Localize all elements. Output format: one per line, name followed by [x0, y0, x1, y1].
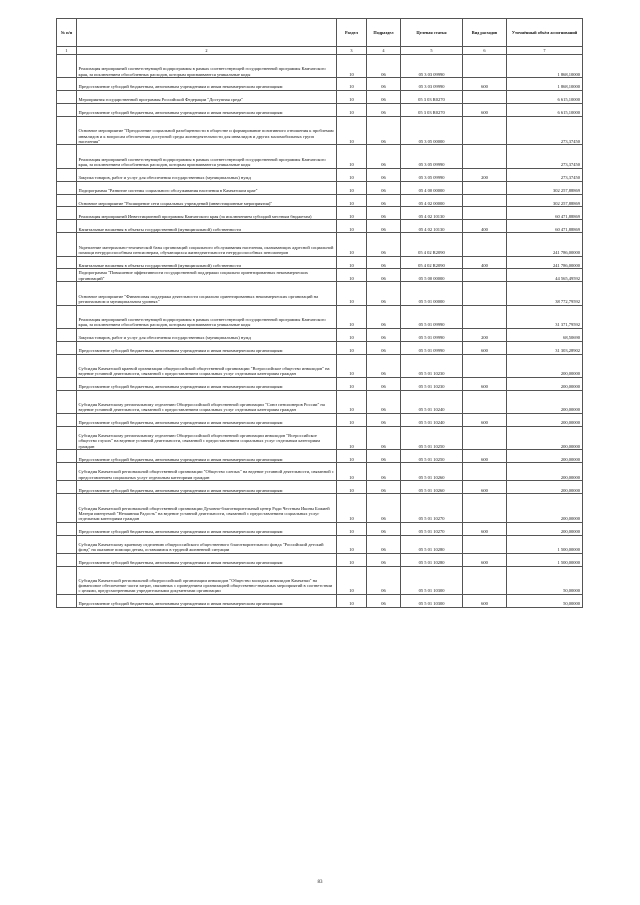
num-cell [57, 305, 77, 328]
podrazdel-cell: 06 [367, 145, 401, 168]
vr-cell [463, 535, 507, 553]
table-body [57, 55, 583, 608]
table-row [57, 414, 583, 427]
table-row [57, 233, 583, 256]
vr-cell [463, 55, 507, 78]
razdel-cell: 10 [337, 116, 367, 145]
table-row [57, 269, 583, 282]
index-cell: 7 [507, 47, 583, 55]
table-row [57, 341, 583, 354]
num-cell [57, 78, 77, 91]
num-cell [57, 207, 77, 220]
amount-cell: 50,00000 [507, 595, 583, 608]
vr-cell [463, 494, 507, 523]
vr-cell [463, 116, 507, 145]
table-row [57, 305, 583, 328]
header-vr: Вид расходов [463, 19, 507, 47]
podrazdel-cell: 06 [367, 194, 401, 207]
name-cell: Предоставление субсидий бюджетным, автономным учреждениям и иным некоммерческим организациям [77, 414, 337, 427]
vr-cell: 600 [463, 595, 507, 608]
csr-cell: 05 4 02 10130 [401, 220, 463, 233]
amount-cell: 302 257,88869 [507, 181, 583, 194]
csr-cell: 05 5 01 10260 [401, 463, 463, 481]
name-cell: Субсидия Камчатскому краевому отделению общероссийского общественного благотворительного фонда "Российский детский фонд" на оказание помощи детям, оставшимся в трудной жизненной ситуации [77, 535, 337, 553]
table-row [57, 181, 583, 194]
csr-cell: 05 5 01 10280 [401, 535, 463, 553]
table-row [57, 328, 583, 341]
name-cell: Мероприятия государственной программы Российской Федерации "Доступная среда" [77, 91, 337, 104]
name-cell: Предоставление субсидий бюджетным, автономным учреждениям и иным некоммерческим организациям [77, 341, 337, 354]
razdel-cell: 10 [337, 194, 367, 207]
vr-cell: 600 [463, 553, 507, 566]
vr-cell [463, 207, 507, 220]
header-csr: Целевая статья [401, 19, 463, 47]
table-row [57, 463, 583, 481]
name-cell: Предоставление субсидий бюджетным, автономным учреждениям и иным некоммерческим организациям [77, 522, 337, 535]
amount-cell: 200,00000 [507, 427, 583, 450]
podrazdel-cell: 06 [367, 377, 401, 390]
podrazdel-cell: 06 [367, 220, 401, 233]
index-cell: 2 [77, 47, 337, 55]
num-cell [57, 377, 77, 390]
index-cell: 3 [337, 47, 367, 55]
csr-cell: 05 5 01 10300 [401, 566, 463, 595]
csr-cell: 05 4 02 R2090 [401, 256, 463, 269]
amount-cell: 60 471,88869 [507, 220, 583, 233]
name-cell: Подпрограмма "Повышение эффективности государственной поддержки социально ориентированных некоммерческих организаций" [77, 269, 337, 282]
podrazdel-cell: 06 [367, 104, 401, 117]
amount-cell: 200,00000 [507, 450, 583, 463]
num-cell [57, 168, 77, 181]
num-cell [57, 566, 77, 595]
num-cell [57, 522, 77, 535]
num-cell [57, 194, 77, 207]
vr-cell: 600 [463, 450, 507, 463]
razdel-cell: 10 [337, 341, 367, 354]
vr-cell [463, 282, 507, 305]
podrazdel-cell: 06 [367, 522, 401, 535]
num-cell [57, 553, 77, 566]
csr-cell: 05 3 05 09990 [401, 168, 463, 181]
podrazdel-cell: 06 [367, 233, 401, 256]
name-cell: Предоставление субсидий бюджетным, автономным учреждениям и иным некоммерческим организациям [77, 595, 337, 608]
podrazdel-cell: 06 [367, 390, 401, 413]
razdel-cell: 10 [337, 566, 367, 595]
podrazdel-cell: 06 [367, 481, 401, 494]
amount-cell: 273,37450 [507, 145, 583, 168]
razdel-cell: 10 [337, 377, 367, 390]
podrazdel-cell: 06 [367, 116, 401, 145]
csr-cell: 05 3 03 09990 [401, 55, 463, 78]
podrazdel-cell: 06 [367, 595, 401, 608]
vr-cell [463, 463, 507, 481]
table-row [57, 427, 583, 450]
name-cell: Подпрограмма "Развитие системы социального обслуживания населения в Камчатском крае" [77, 181, 337, 194]
name-cell: Предоставление субсидий бюджетным, автономным учреждениям и иным некоммерческим организациям [77, 377, 337, 390]
vr-cell [463, 354, 507, 377]
csr-cell: 05 3 03 R0270 [401, 91, 463, 104]
num-cell [57, 494, 77, 523]
name-cell: Предоставление субсидий бюджетным, автономным учреждениям и иным некоммерческим организациям [77, 553, 337, 566]
amount-cell: 1 500,00000 [507, 535, 583, 553]
razdel-cell: 10 [337, 463, 367, 481]
razdel-cell: 10 [337, 207, 367, 220]
podrazdel-cell: 06 [367, 535, 401, 553]
index-cell: 1 [57, 47, 77, 55]
razdel-cell: 10 [337, 354, 367, 377]
vr-cell: 600 [463, 522, 507, 535]
csr-cell: 05 5 01 10240 [401, 414, 463, 427]
num-cell [57, 414, 77, 427]
podrazdel-cell: 06 [367, 341, 401, 354]
num-cell [57, 535, 77, 553]
name-cell: Субсидия Камчатской краевой организации общероссийской общественной организации "Всероссийское общество инвалидов" на ведение уставной деятельности, связанной с предоставлением социальных услуг отдельным категориям граждан [77, 354, 337, 377]
vr-cell: 600 [463, 377, 507, 390]
podrazdel-cell: 06 [367, 256, 401, 269]
amount-cell: 241 786,00000 [507, 233, 583, 256]
name-cell: Субсидия Камчатской региональной общероссийской организации инвалидов "Общество молодых инвалидов Камчатки" на финансовое обеспечение части затрат, связанных с проведением организацией общественно-значимых мероприятий в соответствии с целями, предусмотренными учредительными документами организации [77, 566, 337, 595]
csr-cell: 05 5 00 00000 [401, 269, 463, 282]
name-cell: Укрепление материально-технической базы организаций социального обслуживания населения, оказывающих адресной социальной помощи нетрудоспособным пенсионерам, обучающихся жизнедеятельности нетрудоспособных пенсионеров [77, 233, 337, 256]
vr-cell: 400 [463, 256, 507, 269]
csr-cell: 05 5 01 10230 [401, 354, 463, 377]
budget-table [56, 18, 583, 608]
table-row [57, 481, 583, 494]
razdel-cell: 10 [337, 168, 367, 181]
amount-cell: 31 303,28902 [507, 341, 583, 354]
amount-cell: 273,37450 [507, 116, 583, 145]
header-name [77, 19, 337, 47]
table-row [57, 494, 583, 523]
amount-cell: 200,00000 [507, 522, 583, 535]
csr-cell: 05 5 01 10300 [401, 595, 463, 608]
header-podrazdel: Подраздел [367, 19, 401, 47]
razdel-cell: 10 [337, 78, 367, 91]
csr-cell: 05 5 01 00000 [401, 282, 463, 305]
podrazdel-cell: 06 [367, 168, 401, 181]
name-cell: Предоставление субсидий бюджетным, автономным учреждениям и иным некоммерческим организациям [77, 104, 337, 117]
vr-cell [463, 194, 507, 207]
razdel-cell: 10 [337, 233, 367, 256]
num-cell [57, 145, 77, 168]
amount-cell: 31 371,79592 [507, 305, 583, 328]
table-row [57, 390, 583, 413]
amount-cell: 273,37450 [507, 168, 583, 181]
csr-cell: 05 5 01 09990 [401, 328, 463, 341]
podrazdel-cell: 06 [367, 494, 401, 523]
header-num: № п/п [57, 19, 77, 47]
razdel-cell: 10 [337, 104, 367, 117]
table-row [57, 145, 583, 168]
num-cell [57, 269, 77, 282]
amount-cell: 1 500,00000 [507, 553, 583, 566]
vr-cell: 600 [463, 341, 507, 354]
vr-cell [463, 427, 507, 450]
name-cell: Реализация мероприятий соответствующей подпрограммы в рамках соответствующей государственной программы Камчатского края, за исключением обособленных расходов, которым присваиваются уникальные коды [77, 145, 337, 168]
podrazdel-cell: 06 [367, 282, 401, 305]
amount-cell: 68,50690 [507, 328, 583, 341]
num-cell [57, 595, 77, 608]
amount-cell: 241 786,00000 [507, 256, 583, 269]
csr-cell: 05 5 01 10270 [401, 522, 463, 535]
num-cell [57, 282, 77, 305]
name-cell: Закупка товаров, работ и услуг для обеспечения государственных (муниципальных) нужд [77, 168, 337, 181]
name-cell: Субсидия Камчатской региональной общественной организации Духовно-благотворительный центр Ради Честным Иконы Божией Матери именуемой "Нечаянная Радость" на ведение уставной деятельности, связанной с предоставлением социальных услуг отдельным категориям граждан [77, 494, 337, 523]
amount-cell: 1 868,10000 [507, 55, 583, 78]
document-page [56, 18, 582, 608]
amount-cell: 200,00000 [507, 481, 583, 494]
name-cell: Закупка товаров, работ и услуг для обеспечения государственных (муниципальных) нужд [77, 328, 337, 341]
table-row [57, 116, 583, 145]
table-row [57, 104, 583, 117]
razdel-cell: 10 [337, 328, 367, 341]
razdel-cell: 10 [337, 305, 367, 328]
num-cell [57, 390, 77, 413]
vr-cell: 200 [463, 168, 507, 181]
razdel-cell: 10 [337, 450, 367, 463]
razdel-cell: 10 [337, 256, 367, 269]
csr-cell: 05 5 01 10260 [401, 481, 463, 494]
name-cell: Основное мероприятие "Финансовая поддержка деятельности социально ориентированных некоммерческих организаций на региональном и муниципальном уровнях" [77, 282, 337, 305]
name-cell: Капитальные вложения в объекты государственной (муниципальной) собственности [77, 256, 337, 269]
razdel-cell: 10 [337, 181, 367, 194]
name-cell: Предоставление субсидий бюджетным, автономным учреждениям и иным некоммерческим организациям [77, 450, 337, 463]
name-cell: Основное мероприятие "Расширение сети социальных учреждений (инвестиционные мероприятия)" [77, 194, 337, 207]
name-cell: Субсидия Камчатскому региональному отделению Общероссийской общественной организации инвалидов "Всероссийское общество глухих" на ведение уставной деятельности, связанной с предоставлением социальных услуг отдельным категориям граждан [77, 427, 337, 450]
amount-cell: 200,00000 [507, 463, 583, 481]
csr-cell: 05 3 05 09990 [401, 145, 463, 168]
name-cell: Реализация мероприятий Инвестиционной программы Камчатского края (за исключением субсидий местным бюджетам) [77, 207, 337, 220]
csr-cell: 05 3 05 00000 [401, 116, 463, 145]
podrazdel-cell: 06 [367, 427, 401, 450]
razdel-cell: 10 [337, 269, 367, 282]
csr-cell: 05 5 01 10250 [401, 427, 463, 450]
csr-cell: 05 5 01 10240 [401, 390, 463, 413]
razdel-cell: 10 [337, 414, 367, 427]
razdel-cell: 10 [337, 390, 367, 413]
csr-cell: 05 5 01 10280 [401, 553, 463, 566]
amount-cell: 6 615,10000 [507, 104, 583, 117]
podrazdel-cell: 06 [367, 78, 401, 91]
podrazdel-cell: 06 [367, 553, 401, 566]
csr-cell: 05 3 03 R0270 [401, 104, 463, 117]
name-cell: Реализация мероприятий соответствующей подпрограммы в рамках соответствующей государственной программы Камчатского края, за исключением обособленных расходов, которым присваиваются уникальные коды [77, 55, 337, 78]
vr-cell: 600 [463, 414, 507, 427]
vr-cell [463, 145, 507, 168]
table-row [57, 377, 583, 390]
podrazdel-cell: 06 [367, 450, 401, 463]
vr-cell [463, 566, 507, 595]
razdel-cell: 10 [337, 595, 367, 608]
razdel-cell: 10 [337, 427, 367, 450]
name-cell: Капитальные вложения в объекты государственной (муниципальной) собственности [77, 220, 337, 233]
amount-cell: 200,00000 [507, 494, 583, 523]
index-cell: 6 [463, 47, 507, 55]
num-cell [57, 233, 77, 256]
num-cell [57, 91, 77, 104]
num-cell [57, 354, 77, 377]
amount-cell: 38 772,79592 [507, 282, 583, 305]
table-row [57, 595, 583, 608]
num-cell [57, 481, 77, 494]
vr-cell: 600 [463, 481, 507, 494]
podrazdel-cell: 06 [367, 463, 401, 481]
num-cell [57, 220, 77, 233]
name-cell: Основное мероприятие "Преодоление социальной разобщенности в обществе и формирование позитивного отношения к проблемам инвалидов и к вопросам обеспечения доступной среды жизнедеятельности для инвалидов и других маломобильных групп населения" [77, 116, 337, 145]
csr-cell: 05 5 01 10270 [401, 494, 463, 523]
vr-cell: 200 [463, 328, 507, 341]
razdel-cell: 10 [337, 494, 367, 523]
num-cell [57, 341, 77, 354]
page-number: 83 [317, 880, 323, 885]
amount-cell: 200,00000 [507, 390, 583, 413]
razdel-cell: 10 [337, 535, 367, 553]
razdel-cell: 10 [337, 55, 367, 78]
razdel-cell: 10 [337, 91, 367, 104]
num-cell [57, 55, 77, 78]
name-cell: Субсидия Камчатскому региональному отделению Общероссийской общественной организации "Союз пенсионеров России" на ведение уставной деятельности, связанной с предоставлением социальных услуг отдельным категориям граждан [77, 390, 337, 413]
vr-cell: 400 [463, 220, 507, 233]
num-cell [57, 116, 77, 145]
razdel-cell: 10 [337, 553, 367, 566]
vr-cell [463, 181, 507, 194]
table-row [57, 256, 583, 269]
podrazdel-cell: 06 [367, 181, 401, 194]
razdel-cell: 10 [337, 220, 367, 233]
index-cell: 5 [401, 47, 463, 55]
amount-cell: 60 471,88869 [507, 207, 583, 220]
csr-cell: 05 4 02 10130 [401, 207, 463, 220]
amount-cell: 200,00000 [507, 377, 583, 390]
header-amount: Уточнённый объём ассигнований [507, 19, 583, 47]
podrazdel-cell: 06 [367, 91, 401, 104]
table-row [57, 566, 583, 595]
num-cell [57, 181, 77, 194]
amount-cell: 44 565,49592 [507, 269, 583, 282]
csr-cell: 05 4 02 R2090 [401, 233, 463, 256]
csr-cell: 05 5 01 10230 [401, 377, 463, 390]
amount-cell: 200,00000 [507, 354, 583, 377]
podrazdel-cell: 06 [367, 354, 401, 377]
podrazdel-cell: 06 [367, 269, 401, 282]
amount-cell: 200,00000 [507, 414, 583, 427]
csr-cell: 05 5 01 09990 [401, 305, 463, 328]
csr-cell: 05 5 01 09990 [401, 341, 463, 354]
amount-cell: 302 257,88869 [507, 194, 583, 207]
table-row [57, 553, 583, 566]
num-cell [57, 450, 77, 463]
razdel-cell: 10 [337, 522, 367, 535]
razdel-cell: 10 [337, 282, 367, 305]
podrazdel-cell: 06 [367, 55, 401, 78]
num-cell [57, 256, 77, 269]
table-row [57, 207, 583, 220]
index-cell: 4 [367, 47, 401, 55]
podrazdel-cell: 06 [367, 414, 401, 427]
table-row [57, 220, 583, 233]
razdel-cell: 10 [337, 145, 367, 168]
csr-cell: 05 4 02 00000 [401, 194, 463, 207]
table-header-row [57, 19, 583, 47]
vr-cell: 600 [463, 78, 507, 91]
podrazdel-cell: 06 [367, 328, 401, 341]
table-row [57, 522, 583, 535]
header-razdel: Раздел [337, 19, 367, 47]
table-row [57, 55, 583, 78]
num-cell [57, 104, 77, 117]
table-row [57, 194, 583, 207]
vr-cell: 600 [463, 104, 507, 117]
table-row [57, 354, 583, 377]
csr-cell: 05 4 00 00000 [401, 181, 463, 194]
table-row [57, 282, 583, 305]
num-cell [57, 427, 77, 450]
table-row [57, 168, 583, 181]
podrazdel-cell: 06 [367, 207, 401, 220]
vr-cell [463, 305, 507, 328]
table-row [57, 91, 583, 104]
csr-cell: 05 5 01 10250 [401, 450, 463, 463]
amount-cell: 6 615,10000 [507, 91, 583, 104]
name-cell: Предоставление субсидий бюджетным, автономным учреждениям и иным некоммерческим организациям [77, 481, 337, 494]
vr-cell [463, 233, 507, 256]
num-cell [57, 463, 77, 481]
column-index-row [57, 47, 583, 55]
table-row [57, 450, 583, 463]
amount-cell: 50,00000 [507, 566, 583, 595]
vr-cell [463, 91, 507, 104]
podrazdel-cell: 06 [367, 566, 401, 595]
vr-cell [463, 269, 507, 282]
vr-cell [463, 390, 507, 413]
podrazdel-cell: 06 [367, 305, 401, 328]
amount-cell: 1 868,10000 [507, 78, 583, 91]
table-row [57, 78, 583, 91]
table-row [57, 535, 583, 553]
razdel-cell: 10 [337, 481, 367, 494]
name-cell: Реализация мероприятий соответствующей подпрограммы в рамках соответствующей государственной программы Камчатского края, за исключением обособленных расходов, которым присваиваются уникальные коды [77, 305, 337, 328]
name-cell: Субсидия Камчатской региональной общественной организации "Общество слепых" на ведение уставной деятельности, связанной с предоставлением социальных услуг отдельным категориям граждан [77, 463, 337, 481]
name-cell: Предоставление субсидий бюджетным, автономным учреждениям и иным некоммерческим организациям [77, 78, 337, 91]
csr-cell: 05 3 03 09990 [401, 78, 463, 91]
num-cell [57, 328, 77, 341]
